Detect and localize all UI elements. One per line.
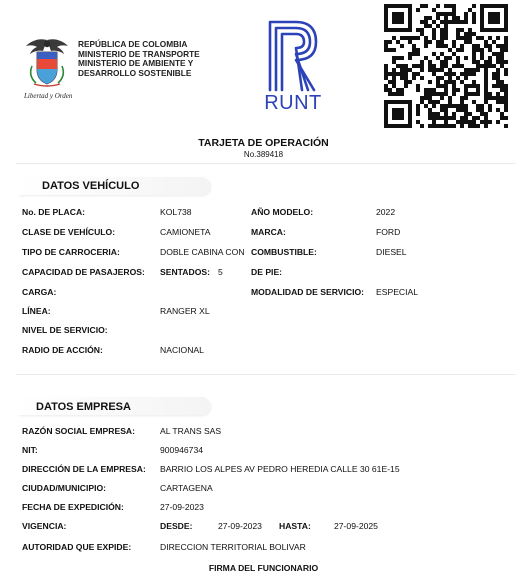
nit-label: NIT: <box>22 445 38 455</box>
vehicle-section-title: DATOS VEHÍCULO <box>42 180 140 192</box>
action-radius-value: NACIONAL <box>160 345 204 355</box>
document-title: TARJETA DE OPERACIÓN <box>198 137 329 149</box>
valid-from-value: 27-09-2023 <box>218 521 262 531</box>
brand-label: MARCA: <box>251 227 286 237</box>
service-mode-label: MODALIDAD DE SERVICIO: <box>251 287 364 297</box>
company-name-label: RAZÓN SOCIAL EMPRESA: <box>22 426 135 436</box>
qr-code-image <box>384 4 508 128</box>
seated-label: SENTADOS: <box>160 267 210 277</box>
cargo-label: CARGA: <box>22 287 57 297</box>
plate-value: KOL738 <box>160 207 192 217</box>
document-number: No.389418 <box>243 150 284 159</box>
city-value: CARTAGENA <box>160 483 213 493</box>
validity-label: VIGENCIA: <box>22 521 67 531</box>
official-signature-label: FIRMA DEL FUNCIONARIO <box>208 563 319 573</box>
ministry-header <box>78 40 200 78</box>
model-year-value: 2022 <box>376 207 396 217</box>
company-section-title: DATOS EMPRESA <box>36 401 131 413</box>
header-line: MINISTERIO DE AMBIENTE Y <box>78 58 194 69</box>
valid-to-label: HASTA: <box>279 521 311 531</box>
passenger-capacity-label: CAPACIDAD DE PASAJEROS: <box>22 267 145 277</box>
city-label: CIUDAD/MUNICIPIO: <box>22 483 107 493</box>
vehicle-class-value: CAMIONETA <box>160 227 211 237</box>
vehicle-class-label: CLASE DE VEHÍCULO: <box>22 227 116 237</box>
valid-to-value: 27-09-2025 <box>334 521 378 531</box>
action-radius-label: RADIO DE ACCIÓN: <box>22 345 103 355</box>
runt-logo-label: RUNT <box>264 92 322 114</box>
divider <box>16 163 516 164</box>
fuel-value: DIESEL <box>376 247 407 257</box>
plate-label: No. DE PLACA: <box>22 207 86 217</box>
line-label: LÍNEA: <box>22 306 51 316</box>
issue-date-value: 27-09-2023 <box>160 502 204 512</box>
service-level-label: NIVEL DE SERVICIO: <box>22 325 108 335</box>
issuing-authority-label: AUTORIDAD QUE EXPIDE: <box>22 542 132 552</box>
coat-of-arms-motto: Libertad y Orden <box>24 92 73 100</box>
body-type-value: DOBLE CABINA CON <box>160 247 245 257</box>
standing-label: DE PIE: <box>251 267 283 277</box>
service-mode-value: ESPECIAL <box>376 287 419 297</box>
runt-logo-icon <box>262 18 324 98</box>
seated-value: 5 <box>218 267 223 277</box>
nit-value: 900946734 <box>160 445 204 455</box>
header-line: MINISTERIO DE TRANSPORTE <box>78 48 200 59</box>
brand-value: FORD <box>376 227 401 237</box>
header-line: REPÚBLICA DE COLOMBIA <box>78 39 188 49</box>
divider <box>16 374 516 375</box>
valid-from-label: DESDE: <box>160 521 193 531</box>
header-line: DESARROLLO SOSTENIBLE <box>78 67 192 78</box>
fuel-label: COMBUSTIBLE: <box>251 247 317 257</box>
company-address-value: BARRIO LOS ALPES AV PEDRO HEREDIA CALLE 30 61E-15 <box>160 464 400 474</box>
body-type-label: TIPO DE CARROCERIA: <box>22 247 120 257</box>
company-name-value: AL TRANS SAS <box>160 426 222 436</box>
issuing-authority-value: DIRECCION TERRITORIAL BOLIVAR <box>160 542 306 552</box>
model-year-label: AÑO MODELO: <box>251 207 314 217</box>
coat-of-arms-emblem <box>22 36 72 88</box>
line-value: RANGER XL <box>160 306 210 316</box>
company-address-label: DIRECCIÓN DE LA EMPRESA: <box>22 464 146 474</box>
issue-date-label: FECHA DE EXPEDICIÓN: <box>22 502 124 512</box>
